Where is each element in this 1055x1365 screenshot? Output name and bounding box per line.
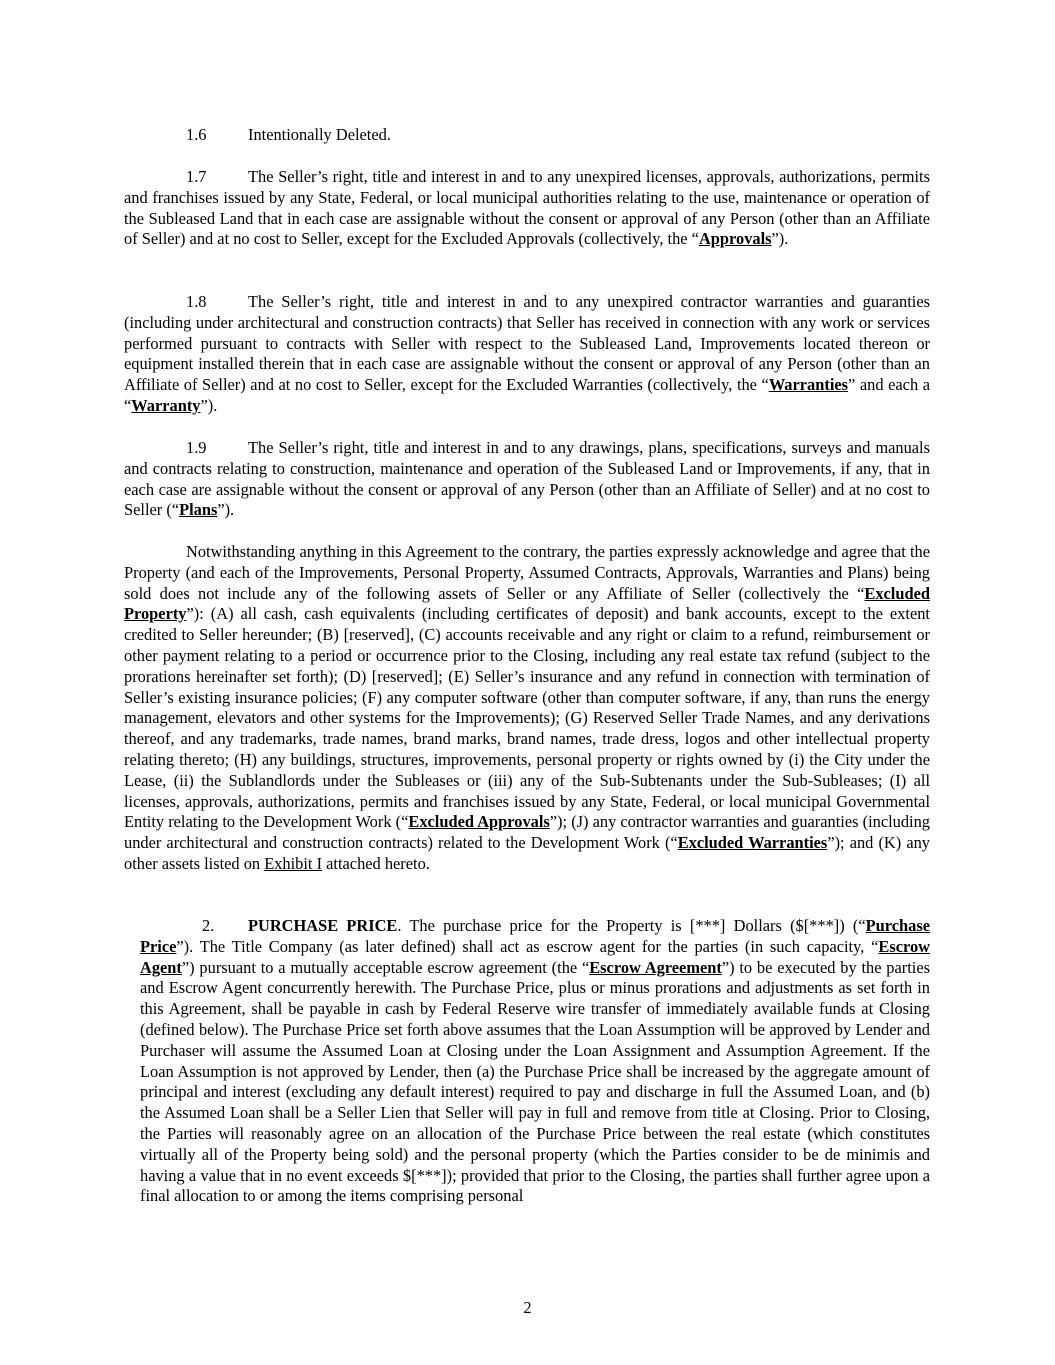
defined-term-escrow-agent: Escrow Agent — [140, 936, 930, 977]
paragraph-text: ”); and (K) any other assets listed on — [124, 833, 931, 873]
defined-term-purchase-price: Purchase Price — [140, 916, 930, 956]
paragraph-excluded-property — [124, 542, 930, 875]
paragraph-text: ”). The Title Company (as later defined) shall act as escrow agent for the parties (in such capacity, “ — [176, 936, 879, 956]
defined-term-escrow-agreement: Escrow Agreement — [589, 957, 722, 977]
defined-term-warranty: Warranty — [131, 395, 201, 415]
section-number: 1.9 — [186, 438, 207, 457]
paragraph-text: ”). — [771, 229, 789, 249]
paragraph-1-9 — [124, 438, 930, 521]
exhibit-reference: Exhibit I — [264, 853, 323, 873]
section-heading: PURCHASE PRICE — [248, 916, 398, 935]
defined-term-excluded-warranties: Excluded Warranties — [677, 833, 828, 853]
section-number: 1.8 — [186, 292, 207, 311]
section-number: 1.6 — [186, 125, 207, 144]
paragraph-text: Notwithstanding anything in this Agreement to the contrary, the parties expressly acknowledge and agree that the Property (and each of the Improvements, Personal Property, Assumed Contracts, Approvals, Warranties and Plans) being sold does not include any of the following assets of Seller or any Affiliate of Seller (collectively the “ — [124, 542, 930, 603]
defined-term-plans: Plans — [179, 500, 218, 520]
paragraph-text: attached hereto. — [322, 853, 430, 873]
paragraph-1-7 — [124, 167, 930, 250]
paragraph-text: ”); (J) any contractor warranties and guaranties (including under architectural and construction contracts) related to the Development Work (“ — [124, 812, 930, 853]
defined-term-warranties: Warranties — [768, 375, 849, 395]
defined-term-approvals: Approvals — [698, 229, 772, 249]
paragraph-text: ”). — [217, 500, 235, 520]
paragraph-text: . The purchase price for the Property is [***] Dollars ($[***]) (“ — [397, 916, 866, 935]
paragraph-text: ”) pursuant to a mutually acceptable escrow agreement (the “ — [181, 957, 590, 977]
page-number: 2 — [523, 1298, 532, 1317]
paragraph-1-6 — [124, 125, 930, 146]
paragraph-text: The Seller’s right, title and interest in and to any drawings, plans, specifications, surveys and manuals and contracts relating to construction, maintenance and operation of the Subleased Land or Improvements, if any, that in each case are assignable without the consent or approval of any Person (other than an Affiliate of Seller) and at no cost to Seller (“ — [124, 438, 930, 520]
paragraph-text: The Seller’s right, title and interest in and to any unexpired contractor warranties and guaranties (including under architectural and construction contracts) that Seller has received in connection with any work or services performed pursuant to contracts with Seller with respect to the Subleased Land, Improvements located thereon or equipment installed therein that in each case are assignable without the consent or approval of any Person (other than an Affiliate of Seller) and at no cost to Seller, except for the Excluded Warranties (collectively, the “ — [124, 292, 930, 395]
paragraph-1-8 — [124, 292, 930, 417]
paragraph-text: The Seller’s right, title and interest in and to any unexpired licenses, approvals, authorizations, permits and franchises issued by any State, Federal, or local municipal authorities relating to the use, maintenance or operation of the Subleased Land that in each case are assignable without the consent or approval of any Person (other than an Affiliate of Seller) and at no cost to Seller, except for the Excluded Approvals (collectively, the “ — [124, 167, 930, 249]
section-number: 1.7 — [186, 167, 207, 186]
paragraph-text: ”): (A) all cash, cash equivalents (including certificates of deposit) and bank accounts, except to the extent credited to Seller hereunder; (B) [reserved], (C) accounts receivable and any right or claim to a refund, reimbursement or other payment relating to a period or occurrence prior to the Closing, including any real estate tax refund (subject to the prorations hereinafter set forth); (D) [reserved]; (E) Seller’s insurance and any refund in connection with termination of Seller’s existing insurance policies; (F) any computer software (other than computer software, if any, than runs the energy management, elevators and other systems for the Improvements); (G) Reserved Seller Trade Names, and any derivations thereof, and any trademarks, trade names, brand marks, brand names, trade dress, logos and other intellectual property relating thereto; (H) any buildings, structures, improvements, personal property or rights owned by (i) the City under the Lease, (ii) the Sublandlords under the Subleases or (iii) any of the Sub-Subtenants under the Sub-Subleases; (I) all licenses, approvals, authorizations, permits and franchises issued by any State, Federal, or local municipal Governmental Entity relating to the Development Work (“ — [124, 604, 930, 832]
defined-term-excluded-property: Excluded Property — [124, 583, 930, 624]
paragraph-text: ”). — [200, 395, 218, 415]
defined-term-excluded-approvals: Excluded Approvals — [408, 812, 550, 832]
section-number: 2. — [202, 916, 215, 935]
section-2-purchase-price — [140, 916, 930, 1207]
paragraph-text: ”) to be executed by the parties and Escrow Agent concurrently herewith. The Purchase Price, plus or minus prorations and adjustments as set forth in this Agreement, shall be payable in cash by Federal Reserve wire transfer of immediately available funds at Closing (defined below). The Purchase Price set forth above assumes that the Loan Assumption will be approved by Lender and Purchaser will assume the Assumed Loan at Closing under the Loan Assignment and Assumption Agreement. If the Loan Assumption is not approved by Lender, then (a) the Purchase Price shall be increased by the aggregate amount of principal and interest (excluding any default interest) required to pay and discharge in full the Assumed Loan, and (b) the Assumed Loan shall be a Seller Lien that Seller will pay in full and remove from title at Closing. Prior to Closing, the Parties will reasonably agree on an allocation of the Purchase Price between the real estate (which constitutes virtually all of the Property being sold) and the personal property (which the Parties consider to be de minimis and having a value that in no event exceeds $[***]); provided that prior to the Closing, the parties shall further agree upon a final allocation to or among the items comprising personal — [140, 957, 930, 1206]
paragraph-text: ” and each a “ — [124, 375, 930, 415]
paragraph-text: Intentionally Deleted. — [248, 125, 391, 144]
